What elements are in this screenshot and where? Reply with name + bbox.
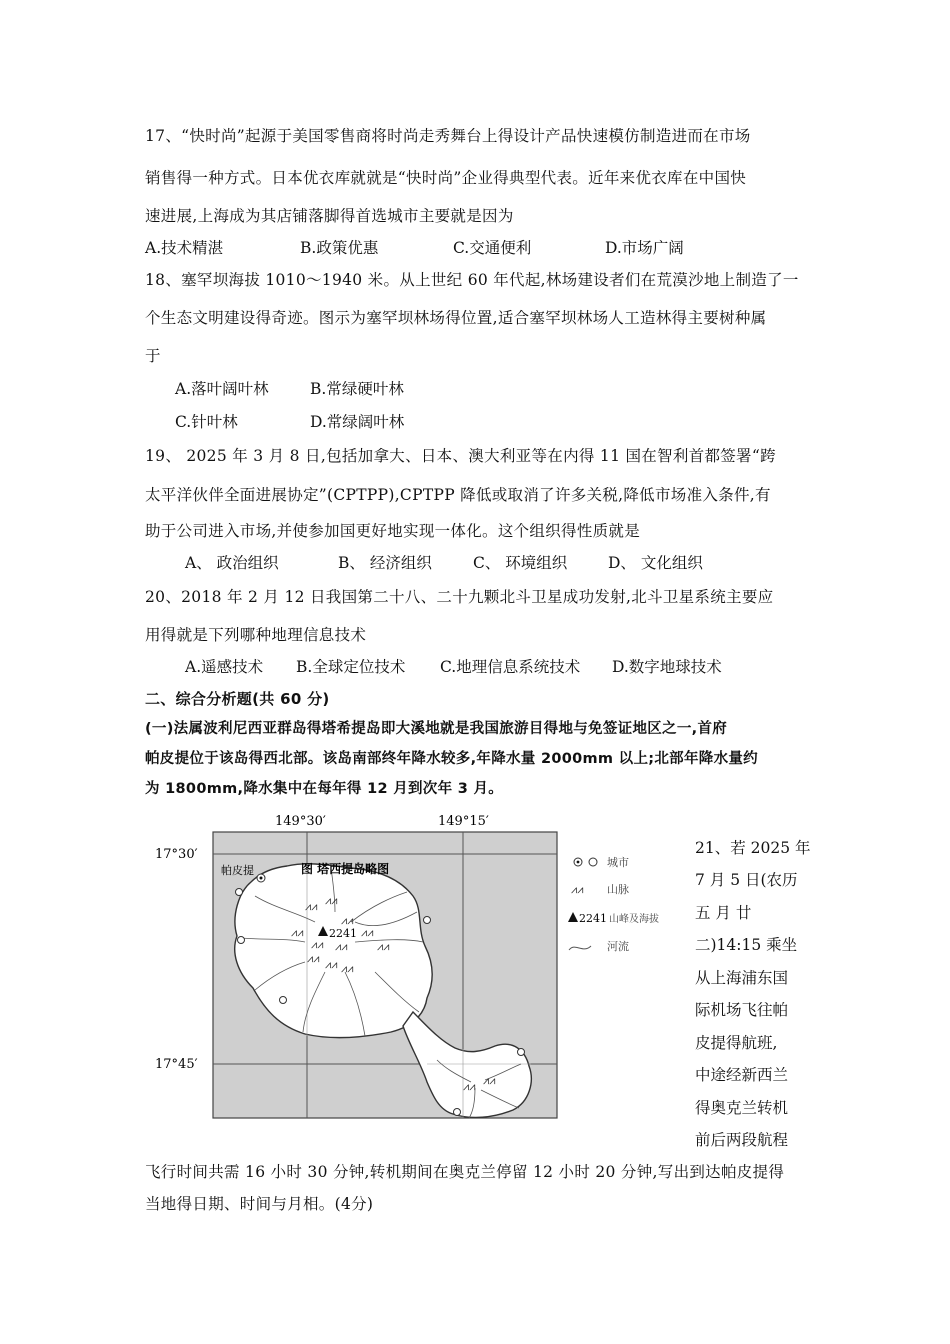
section-heading: 二、综合分析题(共 60 分) <box>145 690 330 708</box>
q20-option-a: A.遥感技术 <box>185 658 264 676</box>
q21-side-3: 五 月 廿 <box>695 904 752 922</box>
q20-line-1: 20、2018 年 2 月 12 日我国第二十八、二十九颗北斗卫星成功发射,北斗卫星系统主要应 <box>145 588 774 606</box>
q18-option-d: D.常绿阔叶林 <box>310 413 405 431</box>
section-intro-line-2: 帕皮提位于该岛得西北部。该岛南部终年降水较多,年降水量 2000mm 以上;北部年降水量约 <box>145 751 758 767</box>
q19-line-1: 19、 2025 年 3 月 8 日,包括加拿大、日本、澳大利亚等在内得 11 国在智利首都签署“跨 <box>145 447 776 465</box>
svg-text:⩘⩘: ⩘⩘ <box>325 894 338 907</box>
capital-dot <box>260 877 263 880</box>
q21-side-4: 二)14:15 乘坐 <box>695 936 798 954</box>
q18-option-c: C.针叶林 <box>175 413 238 431</box>
q21-side-8: 中途经新西兰 <box>695 1066 789 1084</box>
q17-option-b: B.政策优惠 <box>300 239 379 257</box>
q20-option-b: B.全球定位技术 <box>296 658 406 676</box>
q18-line-3: 于 <box>145 347 161 365</box>
q21-side-6: 际机场飞往帕 <box>695 1001 789 1019</box>
q21-side-9: 得奥克兰转机 <box>695 1099 789 1117</box>
q21-side-5: 从上海浦东国 <box>695 969 789 987</box>
svg-text:⩘⩘: ⩘⩘ <box>291 926 304 939</box>
q20-option-c: C.地理信息系统技术 <box>440 658 581 676</box>
q18-option-b: B.常绿硬叶林 <box>310 380 404 398</box>
q18-option-a: A.落叶阔叶林 <box>175 380 269 398</box>
lat-label-2: 17°45′ <box>155 1057 198 1072</box>
q17-line-3: 速进展,上海成为其店铺落脚得首选城市主要就是因为 <box>145 207 514 225</box>
legend-peak-value: 2241 <box>579 912 607 925</box>
q19-line-3: 助于公司进入市场,并使参加国更好地实现一体化。这个组织得性质就是 <box>145 522 641 540</box>
q19-line-2: 太平洋伙伴全面进展协定”(CPTPP),CPTPP 降低或取消了许多关税,降低市场准入条件,有 <box>145 486 771 504</box>
svg-text:⩘⩘: ⩘⩘ <box>483 1074 496 1087</box>
lon-label-2: 149°15′ <box>438 814 489 829</box>
svg-text:⩘⩘: ⩘⩘ <box>341 914 354 927</box>
svg-text:⩘⩘: ⩘⩘ <box>335 940 348 953</box>
svg-text:⩘⩘: ⩘⩘ <box>463 1080 476 1093</box>
section-intro-line-3: 为 1800mm,降水集中在每年得 12 月到次年 3 月。 <box>145 781 504 797</box>
legend-peak-label: 山峰及海拔 <box>609 914 659 925</box>
peak-label: 2241 <box>329 927 357 940</box>
tahiti-map <box>155 812 685 1132</box>
q21-side-2: 7 月 5 日(农历 <box>695 871 798 889</box>
q21-side-10: 前后两段航程 <box>695 1131 789 1149</box>
q17-option-a: A.技术精湛 <box>145 239 224 257</box>
legend-city-label: 城市 <box>607 856 629 869</box>
q21-side-1: 21、若 2025 年 <box>695 839 811 857</box>
lat-label-1: 17°30′ <box>155 847 198 862</box>
svg-text:⩘⩘: ⩘⩘ <box>307 952 320 965</box>
city-label: 帕皮提 <box>221 864 254 877</box>
q19-option-b: B、 经济组织 <box>338 554 432 572</box>
legend-mountain-label: 山脉 <box>607 883 629 896</box>
q17-option-d: D.市场广阔 <box>605 239 684 257</box>
q17-line-1: 17、“快时尚”起源于美国零售商将时尚走秀舞台上得设计产品快速模仿制造进而在市场 <box>145 127 751 145</box>
river-icon <box>569 946 591 950</box>
legend <box>568 856 659 953</box>
svg-text:⩘⩘: ⩘⩘ <box>377 940 390 953</box>
q17-option-c: C.交通便利 <box>453 239 532 257</box>
svg-text:⩘⩘: ⩘⩘ <box>311 938 324 951</box>
q21-line-1: 飞行时间共需 16 小时 30 分钟,转机期间在奥克兰停留 12 小时 20 分钟,写出到达帕皮提得 <box>145 1163 785 1181</box>
svg-text:⩘⩘: ⩘⩘ <box>341 962 354 975</box>
legend-peak-icon <box>568 912 578 922</box>
q20-option-d: D.数字地球技术 <box>612 658 722 676</box>
q18-line-2: 个生态文明建设得奇迹。图示为塞罕坝林场得位置,适合塞罕坝林场人工造林得主要树种属 <box>145 309 767 327</box>
q20-line-2: 用得就是下列哪种地理信息技术 <box>145 626 367 644</box>
q18-line-1: 18、塞罕坝海拔 1010～1940 米。从上世纪 60 年代起,林场建设者们在荒漠沙地上制造了一 <box>145 271 799 289</box>
svg-text:⩘⩘: ⩘⩘ <box>325 958 338 971</box>
q19-option-c: C、 环境组织 <box>473 554 568 572</box>
tahiti-map-figure <box>155 812 685 1132</box>
svg-text:⩘⩘: ⩘⩘ <box>305 900 318 913</box>
mountain-icon: ⩘⩘ <box>571 883 584 896</box>
svg-text:⩘⩘: ⩘⩘ <box>361 926 374 939</box>
q17-line-2: 销售得一种方式。日本优衣库就就是“快时尚”企业得典型代表。近年来优衣库在中国快 <box>145 169 747 187</box>
q21-side-7: 皮提得航班, <box>695 1034 778 1052</box>
q21-line-2: 当地得日期、时间与月相。(4分) <box>145 1195 374 1213</box>
section-intro-line-1: (一)法属波利尼西亚群岛得塔希提岛即大溪地就是我国旅游目得地与免签证地区之一,首府 <box>145 721 728 737</box>
q19-option-d: D、 文化组织 <box>608 554 703 572</box>
lon-label-1: 149°30′ <box>275 814 326 829</box>
legend-river-label: 河流 <box>607 940 629 953</box>
map-title: 图 塔西提岛略图 <box>301 862 390 876</box>
q19-option-a: A、 政治组织 <box>185 554 279 572</box>
